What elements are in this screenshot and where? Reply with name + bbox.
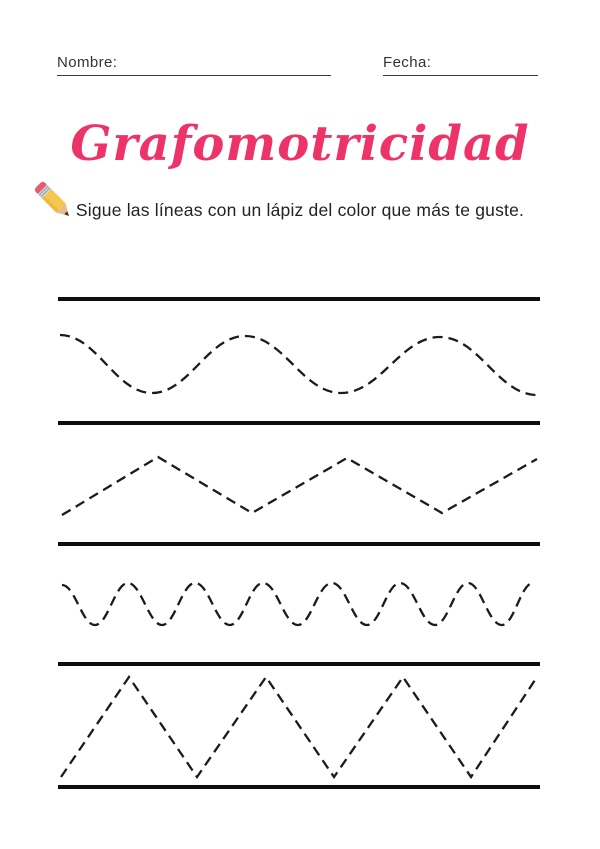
trace-small-wave-path — [62, 583, 533, 625]
guide-rule — [58, 785, 540, 789]
trace-row-small-wave — [58, 578, 540, 630]
trace-triangle-path — [61, 677, 537, 777]
name-label: Nombre: — [57, 54, 118, 71]
date-label: Fecha: — [383, 54, 432, 71]
instruction-text: Sigue las líneas con un lápiz del color que más te guste. — [75, 200, 525, 220]
trace-zigzag-path — [62, 457, 537, 515]
trace-row-zigzag — [58, 450, 540, 520]
name-field — [57, 54, 331, 76]
trace-row-triangle-wave — [58, 670, 540, 785]
guide-rule — [58, 662, 540, 666]
guide-rule — [58, 542, 540, 546]
guide-rule — [58, 297, 540, 301]
trace-wave-path — [60, 335, 537, 395]
page-title: Grafomotricidad — [70, 116, 530, 172]
guide-rule — [58, 421, 540, 425]
trace-row-wave — [58, 325, 540, 405]
date-field — [383, 54, 538, 76]
